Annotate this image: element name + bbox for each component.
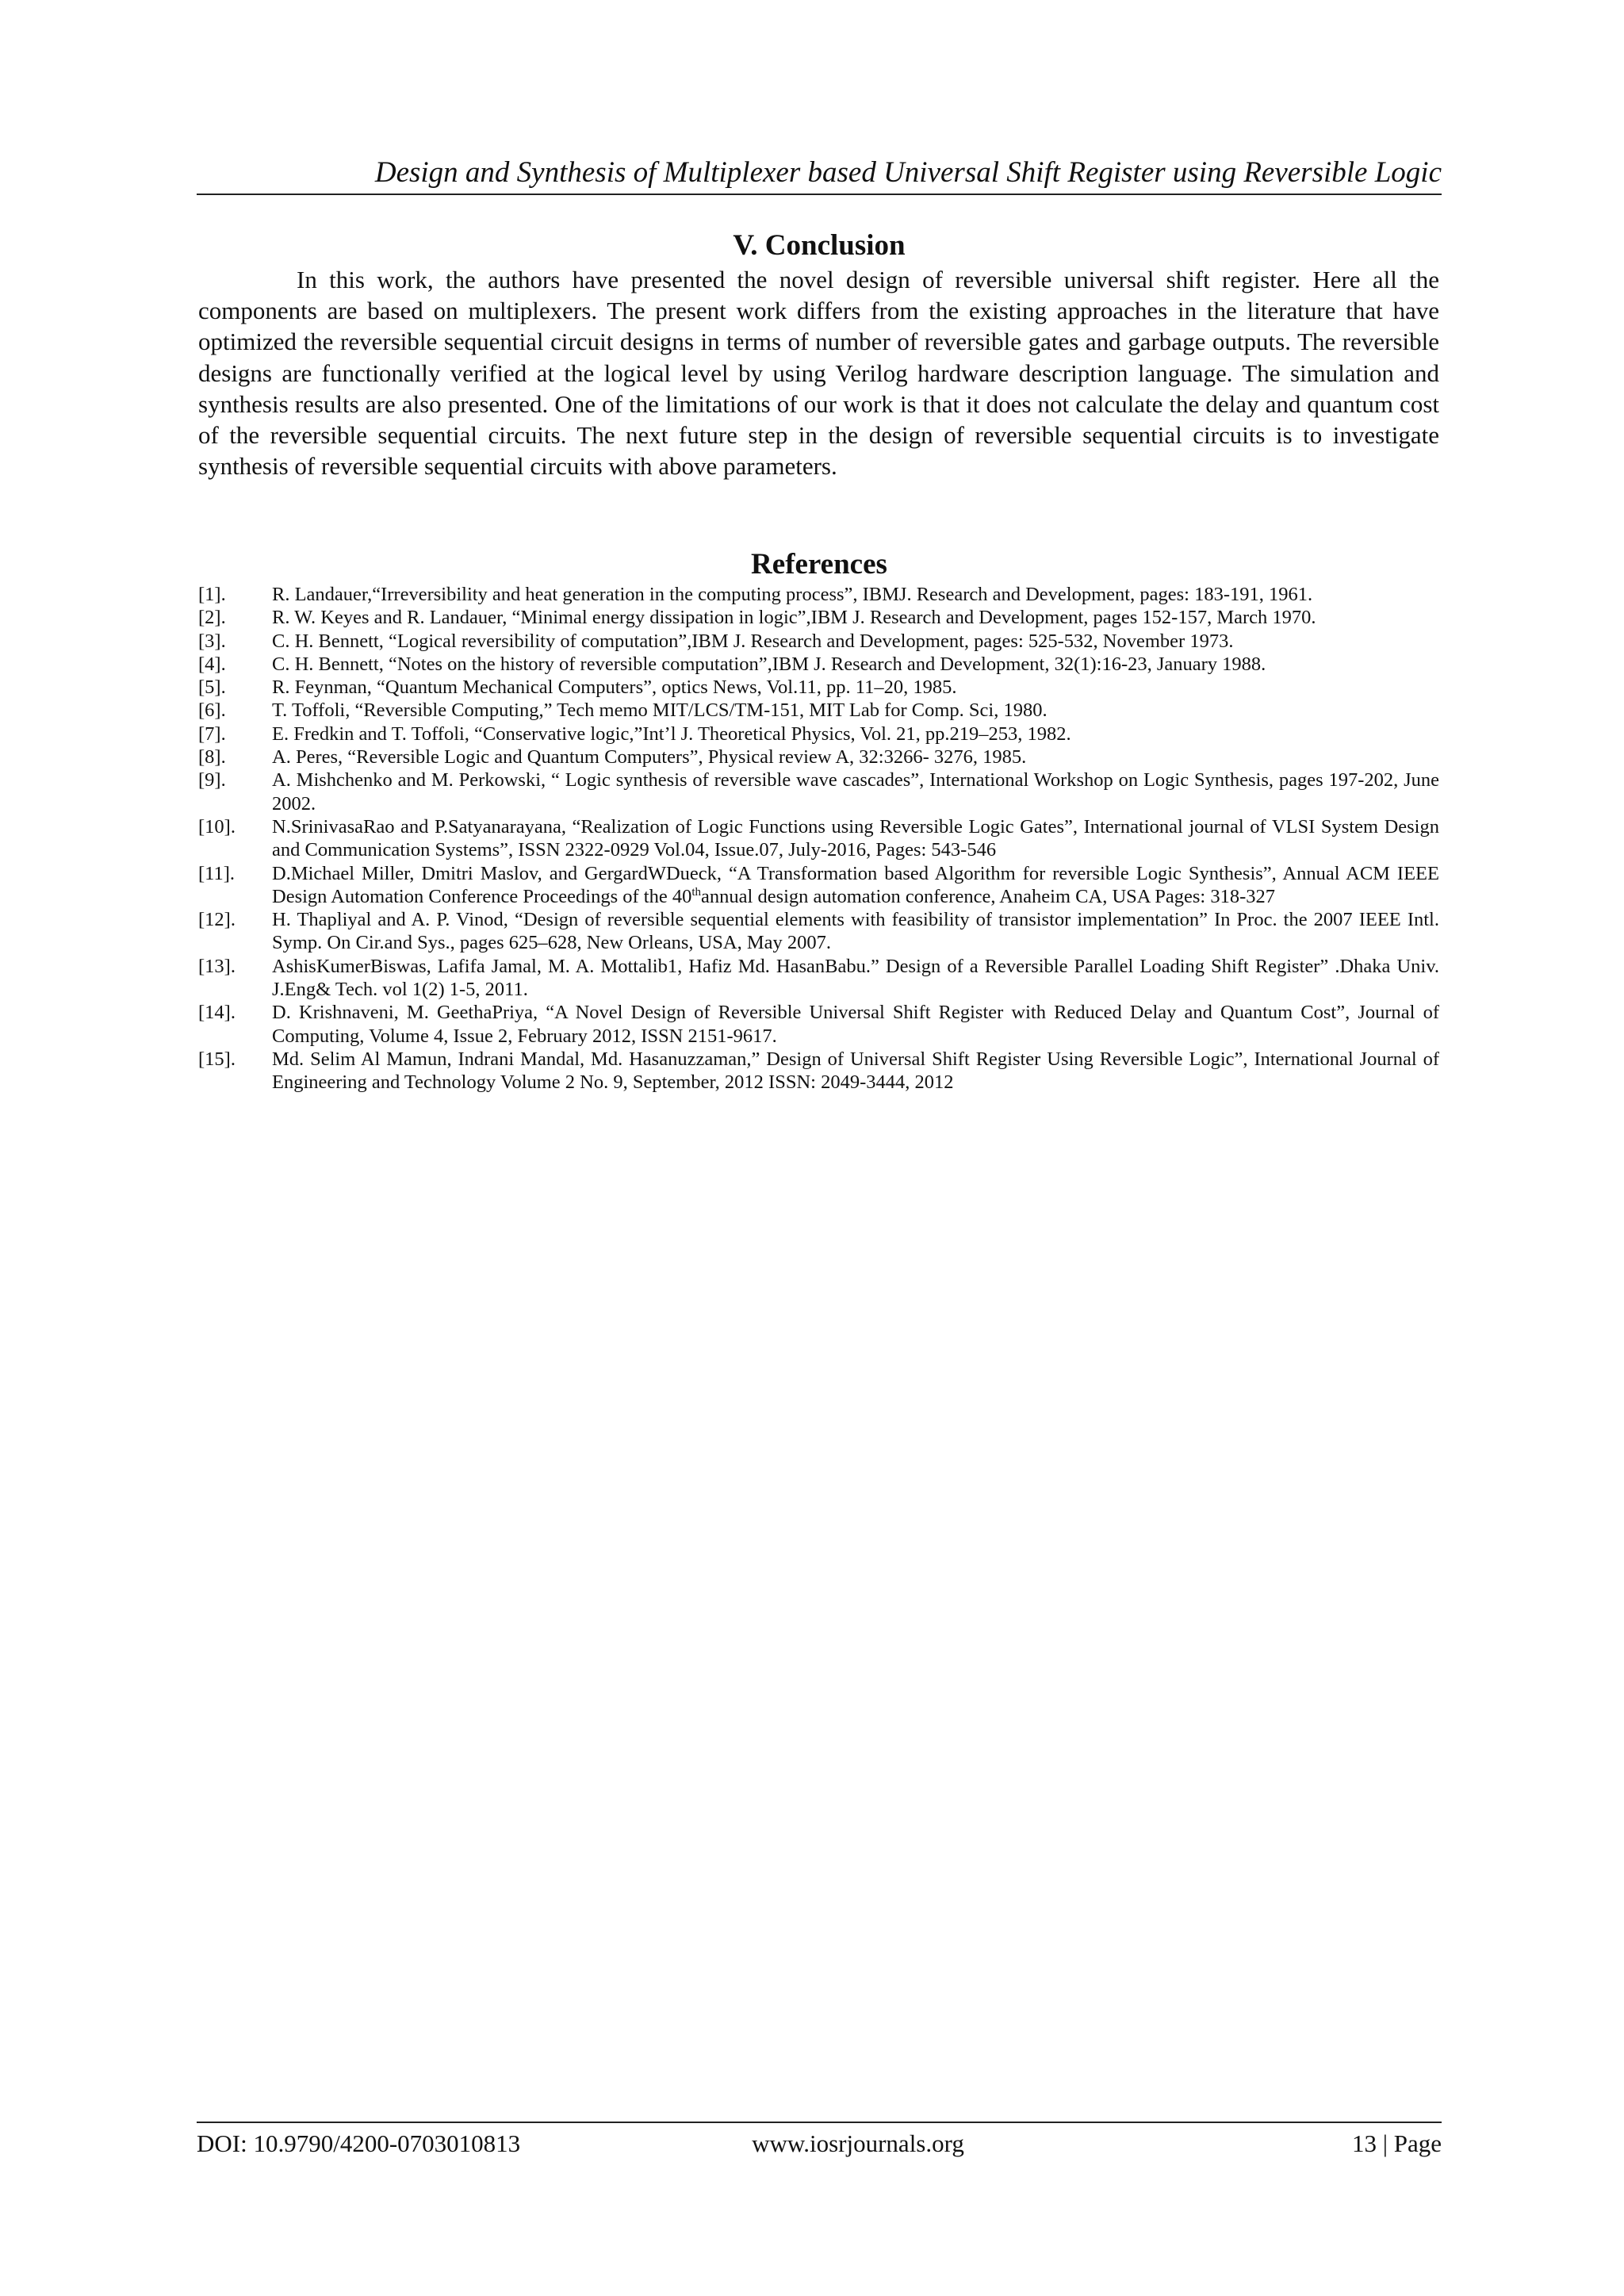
reference-item xyxy=(198,583,1439,606)
reference-number: [3]. xyxy=(198,630,226,652)
reference-number: [9]. xyxy=(198,769,226,792)
reference-item xyxy=(198,606,1439,629)
reference-number: [4]. xyxy=(198,653,226,675)
reference-number: [1]. xyxy=(198,584,226,605)
reference-number: [7]. xyxy=(198,723,226,745)
reference-text: C. H. Bennett, “Notes on the history of reversible computation”,IBM J. Research and Development, 32(1):16-23, January 1988. xyxy=(272,653,1266,675)
reference-item xyxy=(198,653,1439,676)
reference-text: R. Landauer,“Irreversibility and heat generation in the computing process”, IBMJ. Research and Development, pages: 183-191, 1961. xyxy=(272,584,1313,605)
reference-text: Md. Selim Al Mamun, Indrani Mandal, Md. Hasanuzzaman,” Design of Universal Shift Register Using Reversible Logic”, International Journal of Engineering and Technology Volume 2 No. 9, September, 2012 ISSN: 2049-3444, 2012 xyxy=(272,1048,1439,1094)
reference-item xyxy=(198,815,1439,862)
reference-item xyxy=(198,955,1439,1002)
running-title: Design and Synthesis of Multiplexer based Universal Shift Register using Reversible Logic xyxy=(197,155,1442,195)
reference-item xyxy=(198,676,1439,699)
reference-text: A. Mishchenko and M. Perkowski, “ Logic synthesis of reversible wave cascades”, International Workshop on Logic Synthesis, pages 197-202, June 2002. xyxy=(272,769,1439,815)
reference-text xyxy=(272,862,1439,909)
reference-number: [8]. xyxy=(198,746,226,769)
paper-page xyxy=(197,0,1442,2296)
reference-item xyxy=(198,723,1439,746)
page-footer xyxy=(197,2122,1442,2160)
reference-text: D. Krishnaveni, M. GeethaPriya, “A Novel Design of Reversible Universal Shift Register with Reduced Delay and Quantum Cost”, Journal of Computing, Volume 4, Issue 2, February 2012, ISSN 2151-9617. xyxy=(272,1002,1439,1047)
reference-number: [11]. xyxy=(198,862,236,884)
reference-number: [14]. xyxy=(198,1002,236,1024)
reference-item xyxy=(198,862,1439,909)
references-heading: References xyxy=(751,548,887,581)
reference-number: [2]. xyxy=(198,607,226,629)
doi-text: DOI: 10.9790/4200-0703010813 xyxy=(197,2129,521,2157)
reference-text: E. Fredkin and T. Toffoli, “Conservative logic,”Int’l J. Theoretical Physics, Vol. 21, pp.219–253, 1982. xyxy=(272,723,1071,745)
reference-number: [5]. xyxy=(198,677,226,699)
reference-number: [13]. xyxy=(198,955,236,977)
reference-text: T. Toffoli, “Reversible Computing,” Tech memo MIT/LCS/TM-151, MIT Lab for Comp. Sci, 1980. xyxy=(272,700,1048,722)
reference-number: [10]. xyxy=(198,815,236,838)
reference-number: [12]. xyxy=(198,909,236,931)
reference-text: R. Feynman, “Quantum Mechanical Computers”, optics News, Vol.11, pp. 11–20, 1985. xyxy=(272,677,957,699)
reference-text: AshisKumerBiswas, Lafifa Jamal, M. A. Mottalib1, Hafiz Md. HasanBabu.” Design of a Reversible Parallel Loading Shift Register” .Dhaka Univ. J.Eng& Tech. vol 1(2) 1-5, 2011. xyxy=(272,955,1439,1001)
reference-item xyxy=(198,769,1439,815)
reference-text-part: D.Michael Miller, Dmitri Maslov, and GergardWDueck, “A Transformation based Algorithm for reversible Logic Synthesis”, Annual ACM IEEE Design Automation Conference Proceedings of the 40 xyxy=(272,862,1439,907)
reference-text: R. W. Keyes and R. Landauer, “Minimal energy dissipation in logic”,IBM J. Research and Development, pages 152-157, March 1970. xyxy=(272,607,1316,629)
reference-list xyxy=(198,583,1439,1094)
reference-text: N.SrinivasaRao and P.Satyanarayana, “Realization of Logic Functions using Reversible Logic Gates”, International journal of VLSI System Design and Communication Systems”, ISSN 2322-0929 Vol.04, Issue.07, July-2016, Pages: 543-546 xyxy=(272,815,1439,861)
reference-number: [6]. xyxy=(198,700,226,722)
reference-item xyxy=(198,699,1439,722)
conclusion-paragraph: In this work, the authors have presented the novel design of reversible universal shift register. Here all the components are based on multiplexers. The present work differs from the existing approaches in the literature that have optimized the reversible sequential circuit designs in terms of number of reversible gates and garbage outputs. The reversible designs are functionally verified at the logical level by using Verilog hardware description language. The simulation and synthesis results are also presented. One of the limitations of our work is that it does not calculate the delay and quantum cost of the reversible sequential circuits. The next future step in the design of reversible sequential circuits is to investigate synthesis of reversible sequential circuits with above parameters. xyxy=(198,266,1439,481)
reference-text: H. Thapliyal and A. P. Vinod, “Design of reversible sequential elements with feasibility of transistor implementation” In Proc. the 2007 IEEE Intl. Symp. On Cir.and Sys., pages 625–628, New Orleans, USA, May 2007. xyxy=(272,909,1439,954)
superscript: th xyxy=(691,885,702,899)
reference-item xyxy=(198,746,1439,769)
reference-number: [15]. xyxy=(198,1048,236,1070)
reference-text: A. Peres, “Reversible Logic and Quantum Computers”, Physical review A, 32:3266- 3276, 1985. xyxy=(272,746,1027,769)
reference-item xyxy=(198,630,1439,653)
reference-item xyxy=(198,908,1439,955)
conclusion-heading: V. Conclusion xyxy=(733,229,906,262)
reference-text: C. H. Bennett, “Logical reversibility of computation”,IBM J. Research and Development, pages: 525-532, November 1973. xyxy=(272,630,1234,652)
journal-website: www.iosrjournals.org xyxy=(752,2129,964,2157)
reference-item xyxy=(198,1048,1439,1094)
reference-text-part: annual design automation conference, Anaheim CA, USA Pages: 318-327 xyxy=(701,885,1275,907)
page-number: 13 | Page xyxy=(1352,2129,1442,2157)
reference-item xyxy=(198,1001,1439,1048)
